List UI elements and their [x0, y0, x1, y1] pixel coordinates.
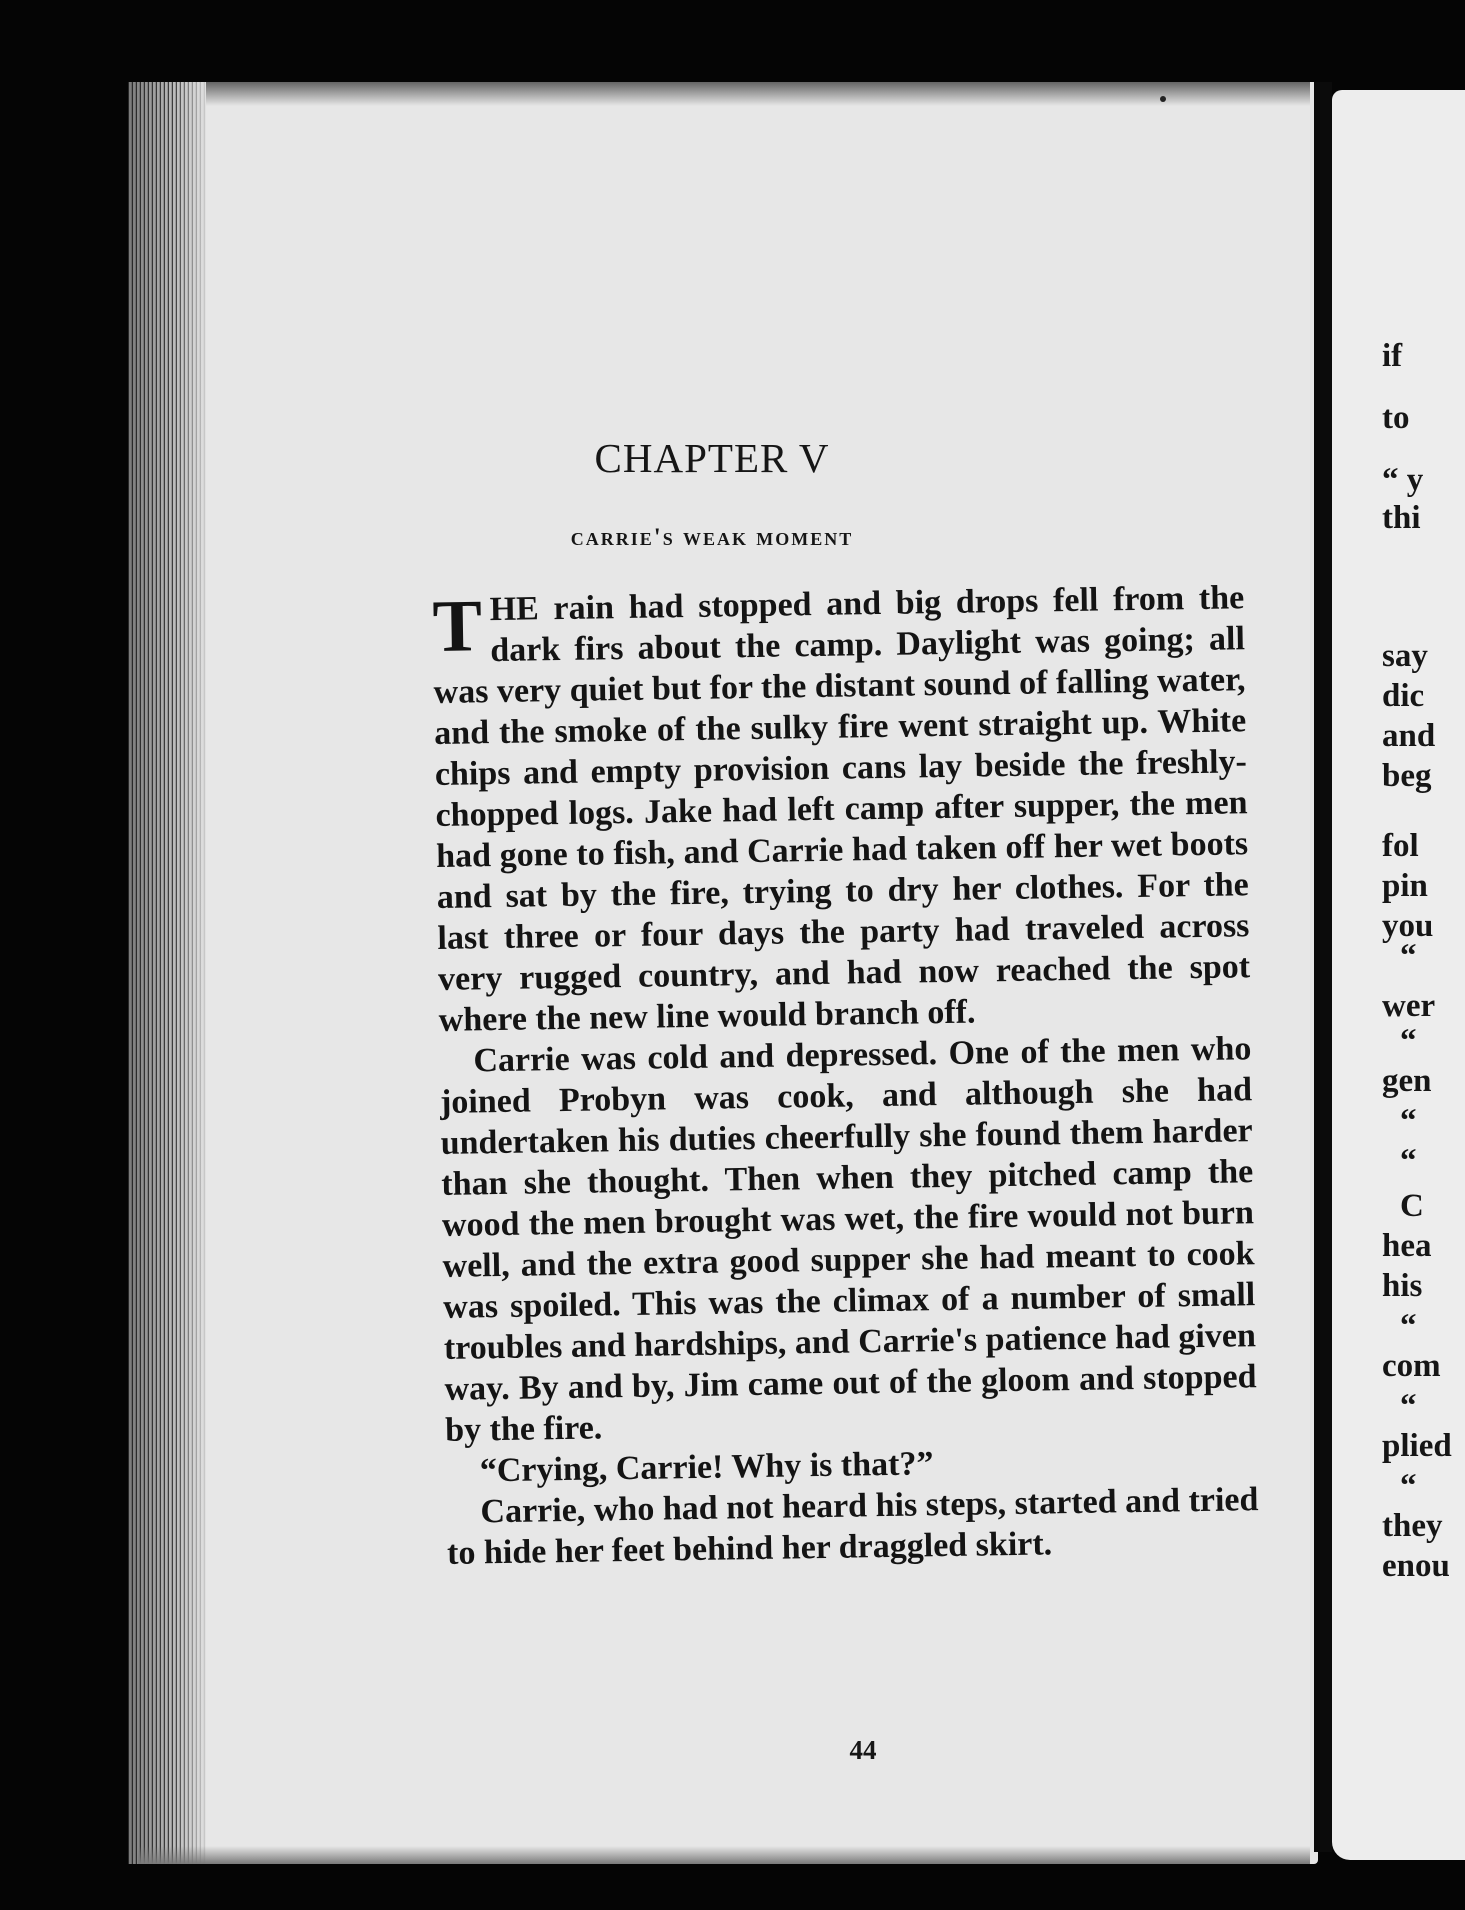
- right-line-fragment: “: [1400, 1468, 1417, 1504]
- right-line-fragment: wer: [1382, 988, 1436, 1024]
- chapter-body: [432, 577, 1259, 1574]
- right-line-fragment: hea: [1382, 1228, 1432, 1264]
- paragraph-3: “Crying, Carrie! Why is that?”: [479, 1445, 934, 1490]
- paragraph-2: Carrie was cold and depressed. One of the men who joined Probyn was cook, and although she had undertaken his duties cheerfully she found them harder than she thought. Then when they pitched camp the wood the men brought was wet, the fire would not burn well, and the extra good supper she had meant to cook was spoiled. This was the climax of a number of small troubles and hardships, and Carrie's patience had given way. By and by, Jim came out of the gloom and stopped by the fire.: [439, 1030, 1257, 1449]
- right-line-fragment: thi: [1382, 500, 1421, 536]
- right-line-fragment: gen: [1382, 1063, 1432, 1099]
- chapter-subtitle: carrie's weak moment: [570, 524, 854, 551]
- right-line-fragment: they: [1382, 1508, 1443, 1544]
- right-line-fragment: pin: [1382, 868, 1428, 904]
- right-line-fragment: fol: [1382, 828, 1419, 864]
- print-speck: [1160, 96, 1166, 102]
- page-bottom-shadow: [138, 1846, 1310, 1864]
- right-book-page: [1332, 90, 1465, 1860]
- right-line-fragment: com: [1382, 1348, 1441, 1384]
- right-line-fragment: beg: [1382, 758, 1432, 794]
- right-line-fragment: and: [1382, 718, 1436, 754]
- right-line-fragment: “: [1400, 1023, 1417, 1059]
- right-line-fragment: to: [1382, 400, 1410, 436]
- paragraph-1-text: HE rain had stopped and big drops fell from the dark firs about the camp. Daylight was going; all was very quiet but for the distant sound of falling water, and the smoke of the sulky fire went straight up. White chips and empty provision cans lay beside the freshly-chopped logs. Jake had left camp after supper, the men had gone to fish, and Carrie had taken off her wet boots and sat by the fire, trying to dry her clothes. For the last three or four days the party had traveled across very rugged country, and had now reached the spot where the new line would branch off.: [433, 579, 1251, 1039]
- right-line-fragment: say: [1382, 638, 1428, 674]
- page-top-shadow: [138, 82, 1310, 106]
- right-line-fragment: “: [1400, 1388, 1417, 1424]
- chapter-title: CHAPTER V: [594, 435, 830, 481]
- right-line-fragment: enou: [1382, 1548, 1450, 1584]
- right-line-fragment: “: [1400, 1103, 1417, 1139]
- paragraph-4: Carrie, who had not heard his steps, started and tried to hide her feet behind her draggled skirt.: [446, 1481, 1259, 1572]
- right-line-fragment: dic: [1382, 678, 1425, 714]
- right-line-fragment: “: [1400, 1308, 1417, 1344]
- book-gutter: [1314, 82, 1332, 1852]
- page-edge-stack: [128, 82, 206, 1864]
- paragraph-1: [432, 577, 1251, 1041]
- right-line-fragment: if: [1382, 338, 1403, 374]
- right-line-fragment: “ y: [1382, 462, 1424, 498]
- right-line-fragment: his: [1382, 1268, 1423, 1304]
- right-line-fragment: “: [1400, 938, 1417, 974]
- drop-cap: T: [431, 585, 483, 668]
- right-line-fragment: “: [1400, 1143, 1417, 1179]
- right-line-fragment: plied: [1382, 1428, 1452, 1464]
- right-line-fragment: C: [1400, 1188, 1424, 1224]
- right-line-fragment: you: [1382, 908, 1434, 944]
- page-number: 44: [849, 1735, 877, 1765]
